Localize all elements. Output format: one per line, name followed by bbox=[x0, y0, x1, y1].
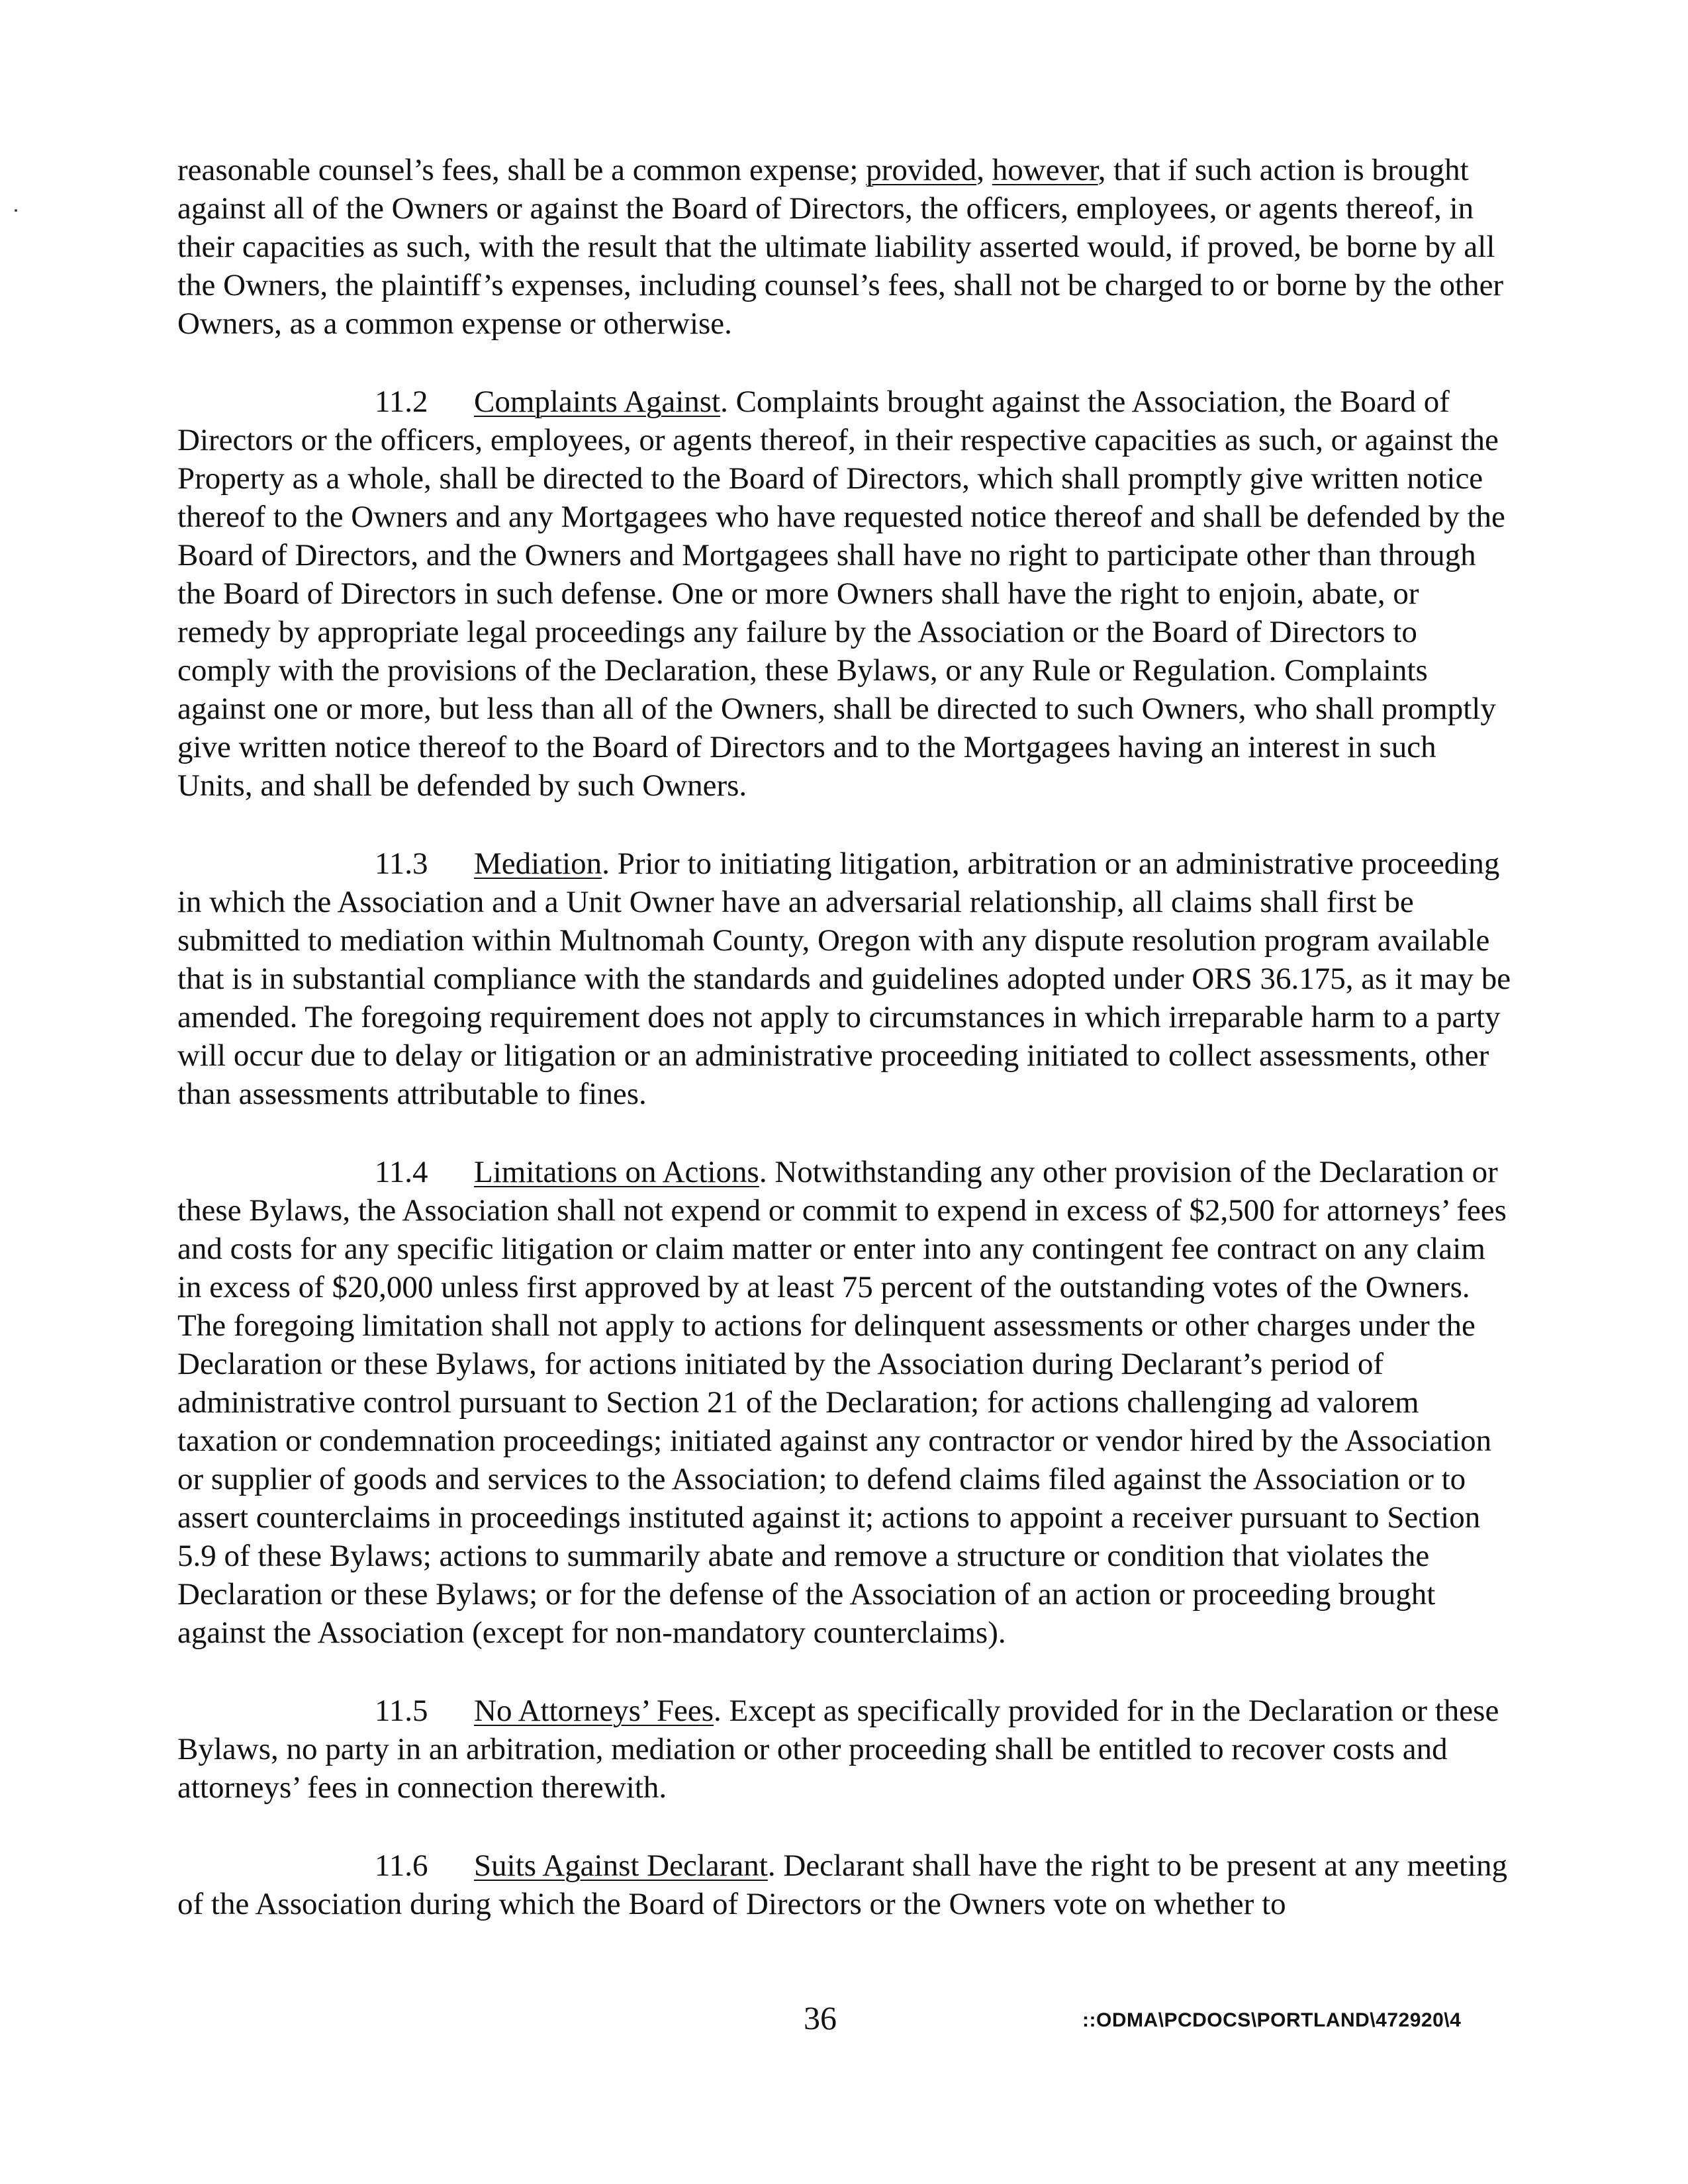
section-body: . Except as specifically provided for in the Declaration or these Bylaws, no party in an arbitration, mediation or other proceeding shall be entitled to recover costs and attorneys’ fees in connection therewith. bbox=[177, 1694, 1499, 1805]
provided-term: provided bbox=[866, 153, 977, 187]
section-body: . Prior to initiating litigation, arbitration or an administrative proceeding in which the Association and a Unit Owner have an adversarial relationship, all claims shall first be submitted to mediation within Multnomah County, Oregon with any dispute resolution program available that is in substantial compliance with the standards and guidelines adopted under ORS 36.175, as it may be amended. The foregoing requirement does not apply to circumstances in which irreparable harm to a party will occur due to delay or litigation or an administrative proceeding initiated to collect assessments, other than assessments attributable to fines. bbox=[177, 846, 1511, 1111]
document-id: ::ODMA\PCDOCS\PORTLAND\472920\4 bbox=[1082, 2009, 1462, 2031]
document-body bbox=[177, 151, 1515, 1963]
section-body: . Notwithstanding any other provision of the Declaration or these Bylaws, the Association shall not expend or commit to expend in excess of $2,500 for attorneys’ fees and costs for any specific litigation or claim matter or enter into any contingent fee contract on any claim in excess of $20,000 unless first approved by at least 75 percent of the outstanding votes of the Owners. The foregoing limitation shall not apply to actions for delinquent assessments or other charges under the Declaration or these Bylaws, for actions initiated by the Association during Declarant’s period of administrative control pursuant to Section 21 of the Declaration; for actions challenging ad valorem taxation or condemnation proceedings; initiated against any contractor or vendor hired by the Association or supplier of goods and services to the Association; to defend claims filed against the Association or to assert counterclaims in proceedings instituted against it; actions to appoint a receiver pursuant to Section 5.9 of these Bylaws; actions to summarily abate and remove a structure or condition that violates the Declaration or these Bylaws; or for the defense of the Association of an action or proceeding brought against the Association (except for non-mandatory counterclaims). bbox=[177, 1155, 1507, 1650]
scan-artifact-dot bbox=[15, 209, 17, 212]
section-body: . Declarant shall have the right to be present at any meeting of the Association during which the Board of Directors or the Owners vote on whether to bbox=[177, 1848, 1507, 1921]
section-title: Mediation bbox=[474, 846, 602, 881]
opening-text-continued: , that if such action is brought against all of the Owners or against the Board of Directors, the officers, employees, or agents thereof, in their capacities as such, with the result that the ultimate liability asserted would, if proved, be borne by all the Owners, the plaintiff’s expenses, including counsel’s fees, shall not be charged to or borne by the other Owners, as a common expense or otherwise. bbox=[177, 153, 1504, 341]
page-number: 36 bbox=[804, 1999, 837, 2036]
section-title: Suits Against Declarant bbox=[474, 1848, 768, 1883]
section-number: 11.3 bbox=[375, 846, 428, 881]
section-title: No Attorneys’ Fees bbox=[474, 1694, 714, 1728]
section-11-5 bbox=[177, 1692, 1515, 1807]
section-11-6 bbox=[177, 1846, 1515, 1923]
section-title: Complaints Against bbox=[474, 385, 721, 419]
opening-paragraph bbox=[177, 151, 1515, 343]
section-number: 11.2 bbox=[375, 385, 428, 419]
opening-comma: , bbox=[976, 153, 992, 187]
however-term: however bbox=[992, 153, 1098, 187]
section-body: . Complaints brought against the Association, the Board of Directors or the officers, employees, or agents thereof, in their respective capacities as such, or against the Property as a whole, shall be directed to the Board of Directors, which shall promptly give written notice thereof to the Owners and any Mortgagees who have requested notice thereof and shall be defended by the Board of Directors, and the Owners and Mortgagees shall have no right to participate other than through the Board of Directors in such defense. One or more Owners shall have the right to enjoin, abate, or remedy by appropriate legal proceedings any failure by the Association or the Board of Directors to comply with the provisions of the Declaration, these Bylaws, or any Rule or Regulation. Complaints against one or more, but less than all of the Owners, shall be directed to such Owners, who shall promptly give written notice thereof to the Board of Directors and to the Mortgagees having an interest in such Units, and shall be defended by such Owners. bbox=[177, 385, 1505, 803]
section-11-4 bbox=[177, 1153, 1515, 1652]
section-number: 11.4 bbox=[375, 1155, 428, 1189]
section-number: 11.6 bbox=[375, 1848, 428, 1883]
opening-text: reasonable counsel’s fees, shall be a common expense; bbox=[177, 153, 867, 187]
section-11-2 bbox=[177, 383, 1515, 805]
section-title: Limitations on Actions bbox=[474, 1155, 759, 1189]
section-11-3 bbox=[177, 844, 1515, 1113]
section-number: 11.5 bbox=[375, 1694, 428, 1728]
